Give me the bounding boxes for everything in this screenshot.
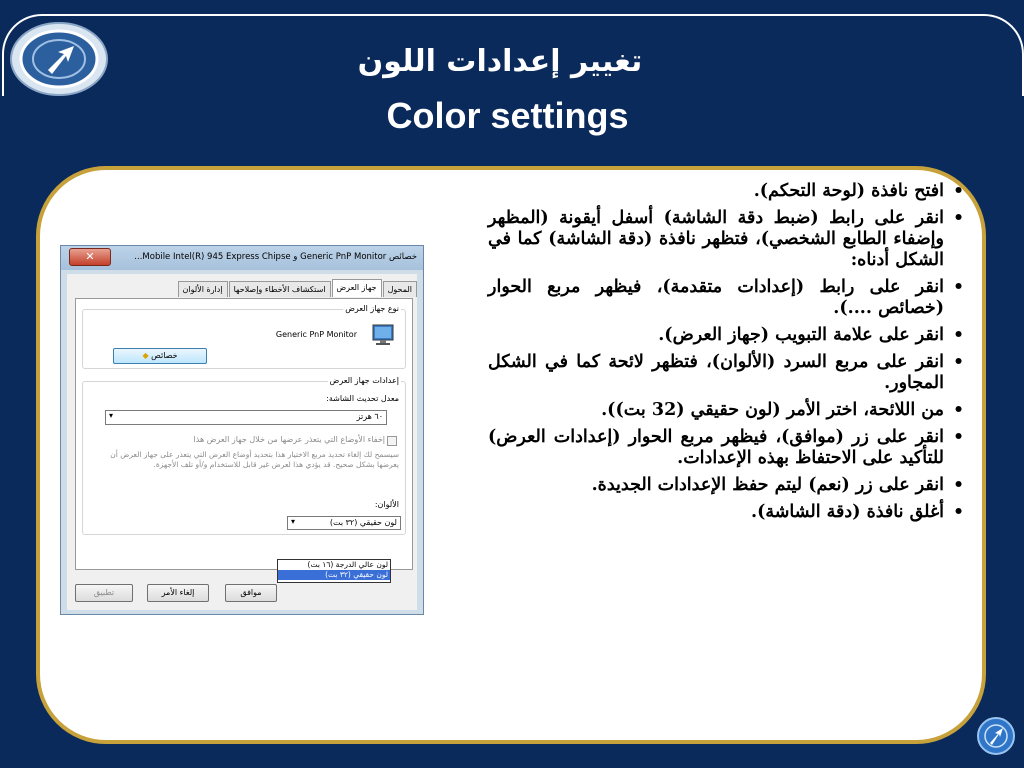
tab-monitor[interactable]: جهاز العرض (332, 279, 382, 297)
colors-option-selected[interactable]: لون حقيقي (٣٢ بت) (278, 570, 390, 580)
monitor-type-label: نوع جهاز العرض (345, 304, 399, 313)
tab-troubleshoot[interactable]: استكشاف الأخطاء وإصلاحها (229, 281, 331, 297)
chevron-down-icon: ▾ (109, 411, 114, 420)
dialog-titlebar[interactable] (61, 246, 423, 270)
colors-select[interactable] (287, 516, 401, 530)
shield-icon: ◆ (142, 351, 149, 360)
hide-modes-description: سيسمح لك إلغاء تحديد مربع الاختيار هذا بتحديد أوضاع العرض التي يتعذر على جهاز العرض أن يعرضها بشكل صحيح. قد يؤدي هذا لعرض غير قابل للاستخدام و/أو تلف الأجهزة. (110, 450, 399, 469)
instruction-item: • أغلق نافذة (دقة الشاشة). (488, 502, 964, 523)
instruction-list (488, 181, 964, 523)
chevron-down-icon: ▾ (291, 517, 296, 526)
instruction-item: • انقر على رابط (ضبط دقة الشاشة) أسفل أيقونة (المظهر وإضفاء الطابع الشخصي)، فتظهر نافذة (دقة الشاشة) كما في الشكل أدناه: (488, 208, 964, 271)
corner-compass-icon (976, 716, 1016, 756)
dialog-tabs (67, 278, 417, 298)
apply-button[interactable]: تطبيق (75, 584, 133, 602)
hide-modes-checkbox[interactable] (387, 436, 397, 446)
compass-logo-icon (8, 20, 110, 98)
monitor-settings-group (82, 376, 406, 535)
instruction-item: • افتح نافذة (لوحة التحكم). (488, 181, 964, 202)
slide-title-english: Color settings (386, 95, 629, 136)
colors-label: الألوان: (374, 500, 399, 509)
dialog-title: خصائص Generic PnP Monitor و Mobile Intel(R) 945 Express Chipse... (134, 252, 417, 262)
instruction-item: • انقر على زر (نعم) ليتم حفظ الإعدادات الجديدة. (488, 475, 964, 496)
monitor-settings-label: إعدادات جهاز العرض (329, 376, 399, 385)
instruction-item: • انقر على رابط (إعدادات متقدمة)، فيظهر مربع الحوار (خصائص ....). (488, 277, 964, 319)
colors-dropdown-list (277, 559, 391, 583)
close-button[interactable]: ✕ (69, 248, 111, 266)
properties-button-label: خصائص (151, 351, 178, 360)
instructions-text (488, 181, 964, 529)
ok-button[interactable]: موافق (225, 584, 277, 602)
monitor-icon (371, 324, 395, 346)
monitor-type-group (82, 304, 406, 369)
monitor-tab-page (75, 298, 413, 570)
monitor-properties-dialog (60, 245, 424, 615)
properties-button[interactable] (113, 348, 207, 364)
refresh-rate-select[interactable] (105, 410, 387, 425)
instruction-item: • من اللائحة، اختر الأمر (لون حقيقي (32 بت)). (488, 400, 964, 421)
instruction-item: • انقر على مربع السرد (الألوان)، فتظهر لائحة كما في الشكل المجاور. (488, 352, 964, 394)
instruction-item: • انقر على علامة التبويب (جهاز العرض). (488, 325, 964, 346)
colors-option[interactable]: لون عالي الدرجة (١٦ بت) (307, 560, 388, 569)
refresh-rate-label: معدل تحديث الشاشة: (326, 394, 399, 403)
tab-adapter[interactable]: المحول (383, 281, 417, 297)
cancel-button[interactable]: إلغاء الأمر (147, 584, 209, 602)
slide-title-arabic: تغيير إعدادات اللون (357, 44, 643, 79)
monitor-name: Generic PnP Monitor (275, 330, 357, 339)
hide-modes-label: إخفاء الأوضاع التي يتعذر عرضها من خلال جهاز العرض هذا (193, 435, 385, 444)
instruction-item: • انقر على زر (موافق)، فيظهر مربع الحوار (إعدادات العرض) للتأكيد على الاحتفاظ بهذه الإعدادات. (488, 427, 964, 469)
refresh-rate-value: ٦٠ هرتز (356, 412, 383, 421)
tab-color-management[interactable]: إدارة الألوان (178, 281, 228, 297)
colors-select-value: لون حقيقي (٣٢ بت) (329, 518, 397, 527)
